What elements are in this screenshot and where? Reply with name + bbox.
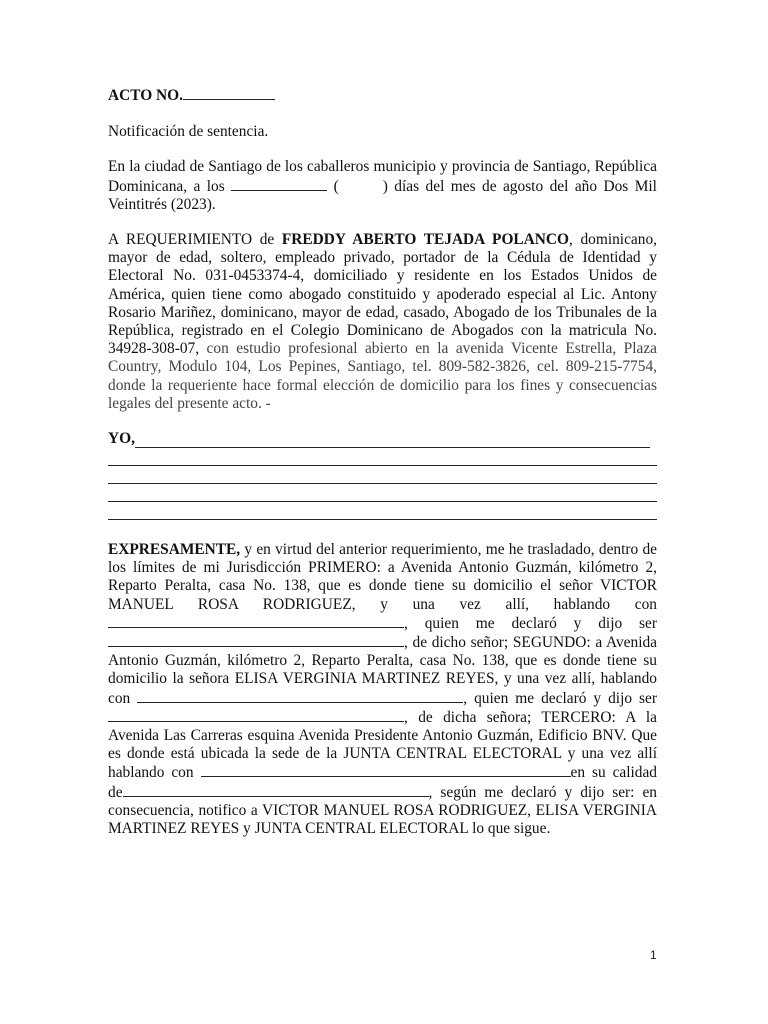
expresamente-s1: y en virtud del anterior requerimiento, me he trasladado, dentro de los límites de mi Jurisdicción PRIMERO: a Avenida Antonio Guzmán, kilómetro 2, Reparto Peralta, casa No. 138, que es donde tiene su domicilio el señor VICTOR MANUEL ROSA RODRIGUEZ, y una vez allí, hablando con — [108, 541, 657, 613]
expresamente-s6: en su calidad de — [108, 764, 657, 801]
quality-3-blank — [123, 783, 429, 797]
yo-label: YO, — [108, 429, 135, 447]
yo-blank-line — [108, 502, 657, 520]
expresamente-paragraph — [108, 541, 657, 838]
page-number: 1 — [650, 948, 657, 962]
yo-blank — [135, 433, 650, 448]
requirement-address: con estudio profesional abierto en la avenida Vicente Estrella, Plaza Country, Modulo 104, Los Pepines, Santiago, tel. 809-582-3826, cel. 809-215-7754, donde la requeriente hace formal elección de domicilio para los fines y consecuencias legales del presente acto. - — [108, 340, 657, 412]
yo-blank-line — [108, 448, 657, 466]
yo-row — [108, 430, 657, 448]
requirement-lead: A REQUERIMIENTO de — [108, 231, 275, 249]
subtitle: Notificación de sentencia. — [108, 123, 269, 141]
intro-part1: En la ciudad de Santiago de los caballeros municipio y provincia de Santiago, República Dominicana, a los — [108, 158, 657, 195]
act-title-text: ACTO NO. — [108, 87, 183, 104]
expresamente-s4: , quien me declaró y dijo ser — [463, 689, 657, 707]
expresamente-s3: , de dicho señor; SEGUNDO: a Avenida Antonio Guzmán, kilómetro 2, Reparto Peralta, casa No. 138, que es donde tiene su domicilio la señora ELISA VERGINIA MARTINEZ REYES, y una vez allí, hablando con — [108, 634, 657, 707]
document-page — [108, 86, 657, 838]
person-2-blank — [137, 689, 463, 703]
yo-blank-line — [108, 484, 657, 502]
requirement-paragraph — [108, 231, 657, 413]
person-1-blank — [108, 614, 404, 628]
quality-2-blank — [108, 708, 404, 722]
expresamente-lead: EXPRESAMENTE, — [108, 541, 241, 559]
expresamente-s5: , de dicha señora; TERCERO: A la Avenida Las Carreras esquina Avenida Presidente Antonio Guzmán, Edificio BNV. Que es donde está ubicada la sede de la JUNTA CENTRAL ELECTORAL y una vez allí hablando con — [108, 708, 657, 782]
person-3-blank — [201, 763, 571, 777]
day-blank — [231, 177, 327, 191]
intro-open-paren: ( — [333, 177, 339, 195]
expresamente-s2: , quien me declaró y dijo ser — [404, 614, 657, 632]
expresamente-s7: , según me declaró y dijo ser: en consecuencia, notifico a VICTOR MANUEL ROSA RODRIGUEZ, ELISA VERGINIA MARTINEZ REYES y JUNTA CENTRAL ELECTORAL lo que sigue. — [108, 783, 657, 838]
yo-section — [108, 430, 657, 520]
quality-1-blank — [108, 633, 404, 647]
act-number-blank — [183, 86, 275, 100]
requirement-body: , dominicano, mayor de edad, soltero, empleado privado, portador de la Cédula de Identidad y Electoral No. 031-0453374-4, domiciliado y residente en los Estados Unidos de América, quien tiene como abogado constituido y apoderado especial al Lic. Antony Rosario Mariñez, dominicano, mayor de edad, casado, Abogado de los Tribunales de la República, registrado en el Colegio Dominicano de Abogados con la matricula No. 34928-308-07, — [108, 231, 657, 358]
yo-blank-line — [108, 466, 657, 484]
intro-part2: ) días del mes de agosto del año Dos Mil Veintitrés (2023). — [108, 177, 657, 213]
requester-name: FREDDY ABERTO TEJADA POLANCO — [281, 231, 570, 249]
intro-paragraph — [108, 158, 657, 214]
act-title — [108, 86, 657, 105]
